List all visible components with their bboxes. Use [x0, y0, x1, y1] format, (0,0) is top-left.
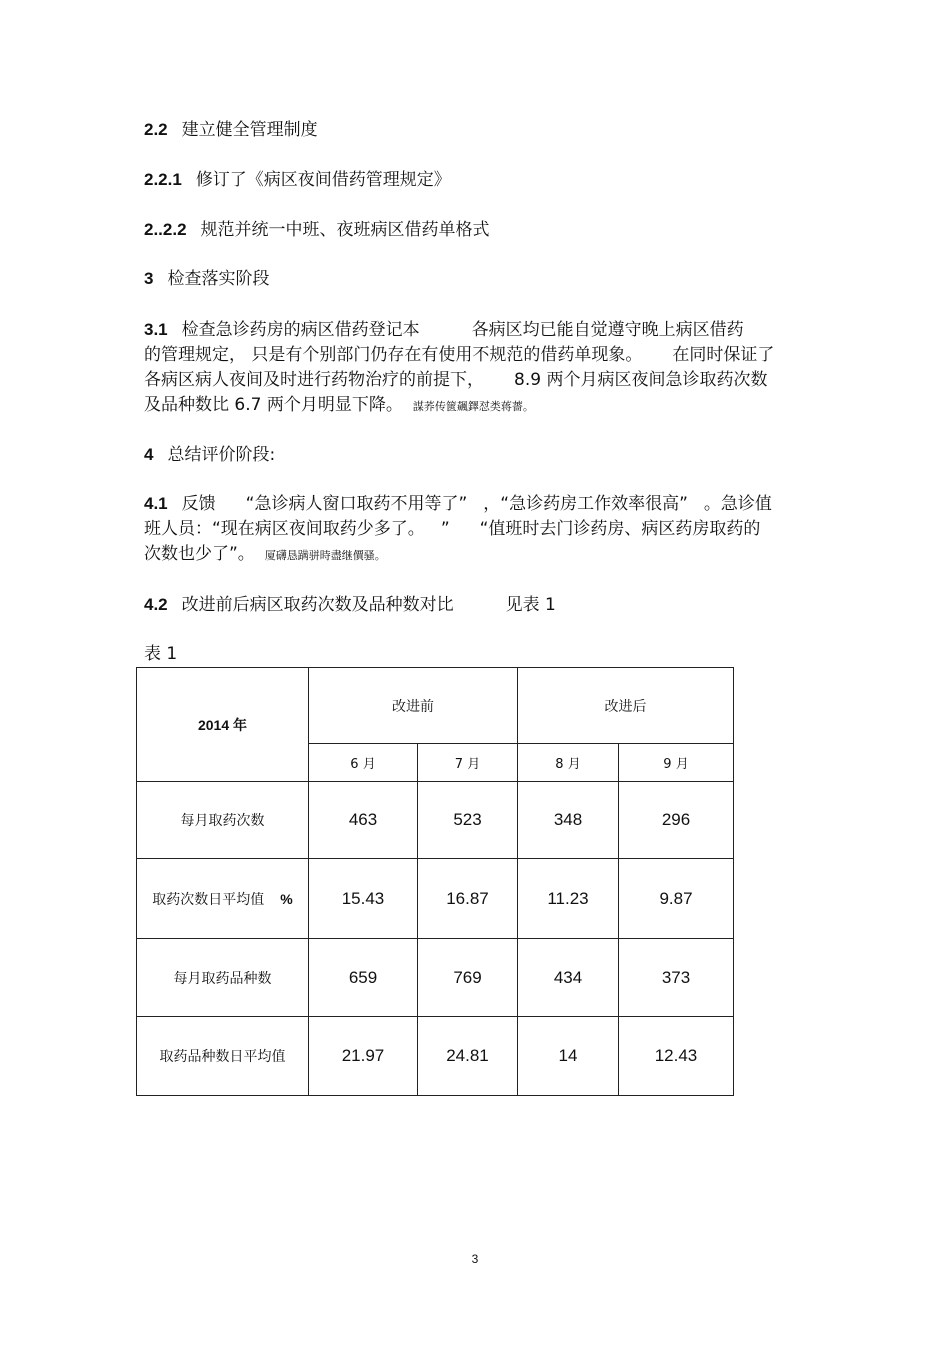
- quote-segment: “值班时去门诊药房、病区药房取药的: [479, 519, 761, 539]
- section-title: 修订了《病区夜间借药管理规定》: [195, 170, 451, 190]
- group-after-header: 改进后: [518, 668, 734, 744]
- table-row: [137, 939, 734, 1017]
- comparison-table: [136, 667, 734, 1096]
- group-before-header: 改进前: [309, 668, 518, 744]
- table-cell: 296: [619, 782, 734, 859]
- heading-3: [144, 267, 269, 291]
- small-text: 謀荞传篋飆鐸怼类蒋薔。: [412, 400, 534, 413]
- month-header: 9 月: [619, 744, 734, 782]
- section-number: 3.1: [144, 320, 168, 339]
- text-segment: 。急诊值: [703, 494, 772, 514]
- row-label: 每月取药次数: [137, 782, 309, 859]
- row-label-cell: [137, 859, 309, 939]
- heading-4-2: [144, 593, 556, 617]
- table-cell: 769: [418, 939, 518, 1017]
- section-title: 总结评价阶段:: [167, 445, 276, 465]
- table-header-row: [137, 668, 734, 744]
- table-cell: 11.23: [518, 859, 619, 939]
- para-4-1-line-2: [144, 517, 760, 541]
- table-cell: 21.97: [309, 1017, 418, 1096]
- quote-segment: ，“急诊药房工作效率很高”: [483, 494, 688, 514]
- section-number: 2.2.1: [144, 170, 182, 189]
- table-cell: 16.87: [418, 859, 518, 939]
- para-3-1-line-2: [144, 343, 774, 367]
- text-segment: 的管理规定， 只是有个别部门仍存在有使用不规范的借药单现象。: [144, 345, 643, 365]
- text-segment: ”: [440, 519, 450, 539]
- month-header: 7 月: [418, 744, 518, 782]
- year-label: 2014 年: [197, 716, 248, 733]
- section-title: 规范并统一中班、夜班病区借药单格式: [200, 220, 490, 240]
- table-cell: 373: [619, 939, 734, 1017]
- section-title: 建立健全管理制度: [181, 120, 318, 140]
- text-segment: 班人员：“现在病区夜间取药少多了。: [144, 519, 425, 539]
- section-title: 检查落实阶段: [167, 269, 270, 289]
- section-number: 4.1: [144, 494, 168, 513]
- section-number: 2.2: [144, 120, 168, 139]
- heading-2-2: [144, 118, 318, 142]
- heading-2-2-1: [144, 168, 451, 192]
- row-label-suffix: %: [280, 890, 293, 907]
- row-label: 取药次数日平均值: [152, 891, 265, 908]
- table-cell: 523: [418, 782, 518, 859]
- month-header: 6 月: [309, 744, 418, 782]
- table-caption: 表 1: [144, 644, 178, 664]
- table-cell: 434: [518, 939, 619, 1017]
- table-row: [137, 859, 734, 939]
- text-segment: 反馈: [181, 494, 216, 514]
- text-segment: 次数也少了”。: [144, 544, 255, 564]
- section-number: 4: [144, 445, 154, 464]
- table-cell: 15.43: [309, 859, 418, 939]
- section-number: 2..2.2: [144, 220, 187, 239]
- table-row: [137, 782, 734, 859]
- page-number: 3: [471, 1252, 479, 1266]
- para-3-1-line-1: [144, 318, 744, 342]
- table-cell: 348: [518, 782, 619, 859]
- section-number: 4.2: [144, 595, 168, 614]
- text-segment: 检查急诊药房的病区借药登记本: [181, 320, 420, 340]
- month-header: 8 月: [518, 744, 619, 782]
- para-4-1-line-1: [144, 492, 772, 516]
- table-row: [137, 1017, 734, 1096]
- table-cell: 12.43: [619, 1017, 734, 1096]
- table-cell: 463: [309, 782, 418, 859]
- text-segment: 在同时保证了: [672, 345, 775, 365]
- text-segment: 8.9 两个月病区夜间急诊取药次数: [514, 370, 768, 390]
- year-header-cell: [137, 668, 309, 782]
- section-number: 3: [144, 269, 154, 288]
- text-segment: 及品种数比 6.7 两个月明显下降。: [144, 395, 403, 415]
- table-cell: 24.81: [418, 1017, 518, 1096]
- table-reference: 见表 1: [505, 595, 556, 615]
- text-segment: 各病区均已能自觉遵守晚上病区借药: [471, 320, 744, 340]
- quote-segment: “急诊病人窗口取药不用等了”: [245, 494, 468, 514]
- table-cell: 14: [518, 1017, 619, 1096]
- para-4-1-line-3: [144, 542, 386, 568]
- heading-4: [144, 443, 275, 467]
- row-label: 每月取药品种数: [137, 939, 309, 1017]
- text-segment: 各病区病人夜间及时进行药物治疗的前提下，: [144, 370, 484, 390]
- section-title: 改进前后病区取药次数及品种数对比: [181, 595, 454, 615]
- para-3-1-line-3: [144, 368, 767, 392]
- table-cell: 659: [309, 939, 418, 1017]
- table-cell: 9.87: [619, 859, 734, 939]
- small-text: 厦礴恳蹒骈時盡继價骚。: [264, 549, 386, 562]
- heading-2-2-2: [144, 218, 490, 242]
- para-3-1-line-4: [144, 393, 534, 419]
- row-label: 取药品种数日平均值: [137, 1017, 309, 1096]
